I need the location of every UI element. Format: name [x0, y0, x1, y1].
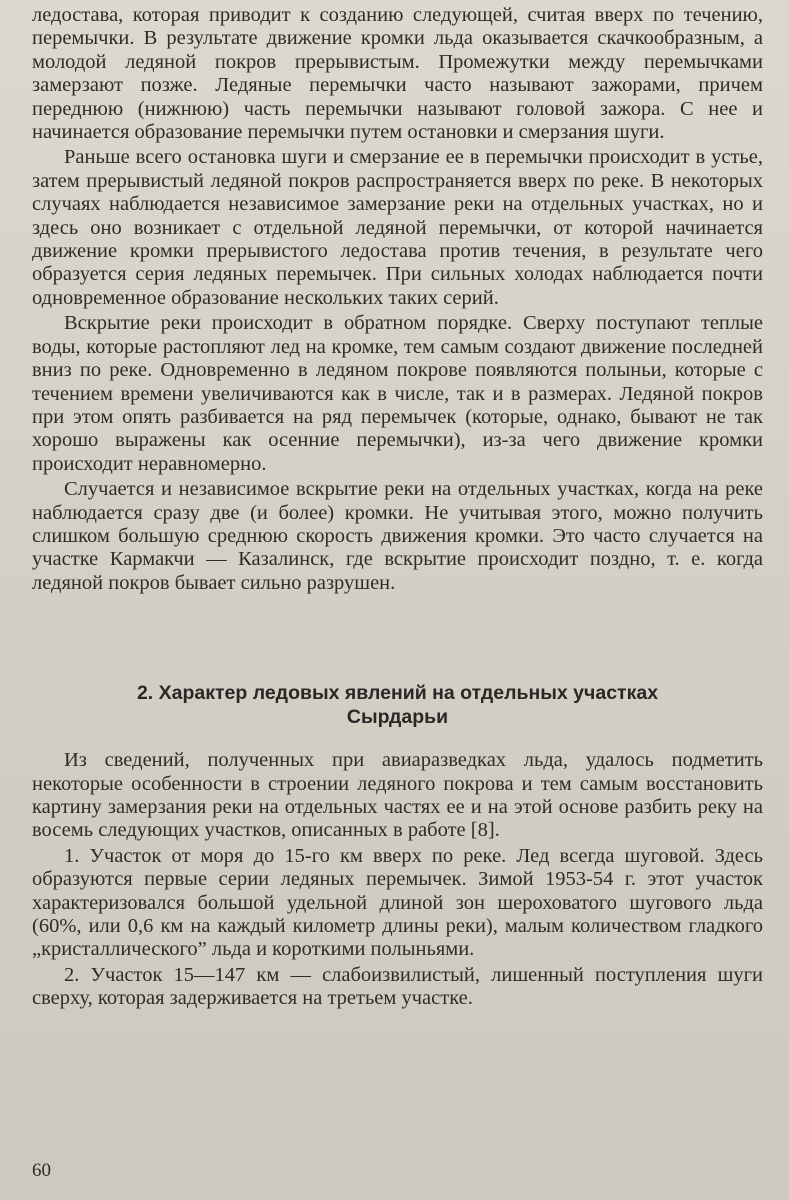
- paragraph-breakup-order: Вскрытие реки происходит в обратном порядке. Сверху поступают теплые воды, которые растопляют лед на кромке, тем самым создают движение последней вниз по реке. Одновременно в ледяном покрове появляются полыньи, которые с течением времени увеличиваются как в числе, так и в размерах. Ледяной покров при этом опять разбивается на ряд перемычек (которые, однако, бывают не так хорошо выражены как осенние перемычки), из-за чего движение кромки происходит неравномерно.: [32, 312, 763, 475]
- paragraph-freezing-order: Раньше всего остановка шуги и смерзание ее в перемычки происходит в устье, затем прерывистый ледяной покров распространяется вверх по реке. В некоторых случаях наблюдается независимое замерзание реки на отдельных участках, но и здесь оно возникает с отдельной ледяной перемычки, от которой начинается движение кромки прерывистого ледостава против течения, в результате чего образуется серия ледяных перемычек. При сильных холодах наблюдается почти одновременное образование нескольких таких серий.: [32, 146, 763, 309]
- paragraph-continuation: ледостава, которая приводит к созданию следующей, считая вверх по течению, перемычки. В результате движение кромки льда оказывается скачкообразным, а молодой ледяной покров прерывистым. Промежутки между перемычками замерзают позже. Ледяные перемычки часто называют зажорами, причем переднюю (нижнюю) часть перемычки называют головой зажора. С нее и начинается образование перемычки путем остановки и смерзания шуги.: [32, 4, 763, 144]
- paragraph-independent-breakup: Случается и независимое вскрытие реки на отдельных участках, когда на реке наблюдается сразу две (и более) кромки. Не учитывая этого, можно получить слишком большую среднюю скорость движения кромки. Это часто случается на участке Кармакчи — Казалинск, где вскрытие происходит поздно, т. е. когда ледяной покров бывает сильно разрушен.: [32, 478, 763, 594]
- section-heading-line-2: Сырдарьи: [346, 706, 449, 729]
- paragraph-aerial-survey: Из сведений, полученных при авиаразведках льда, удалось подметить некоторые особенности в строении ледяного покрова и тем самым восстановить картину замерзания реки на отдельных частях ее и на этой основе разбить реку на восемь следующих участков, описанных в работе [8].: [32, 749, 763, 842]
- section-heading-line-1: 2. Характер ледовых явлений на отдельных участках: [136, 682, 659, 705]
- paragraph-section-1: 1. Участок от моря до 15-го км вверх по реке. Лед всегда шуговой. Здесь образуются первые серии ледяных перемычек. Зимой 1953-54 г. этот участок характеризовался большой удельной длиной зон шероховатого шугового льда (60%, или 0,6 км на каждый километр длины реки), малым количеством гладкого „кристаллического” льда и короткими полыньями.: [32, 844, 763, 961]
- paragraph-section-2: 2. Участок 15—147 км — слабоизвилистый, лишенный поступления шуги сверху, которая задерживается на третьем участке.: [32, 963, 763, 1010]
- page-number: 60: [32, 1160, 51, 1181]
- section-heading: [32, 681, 763, 729]
